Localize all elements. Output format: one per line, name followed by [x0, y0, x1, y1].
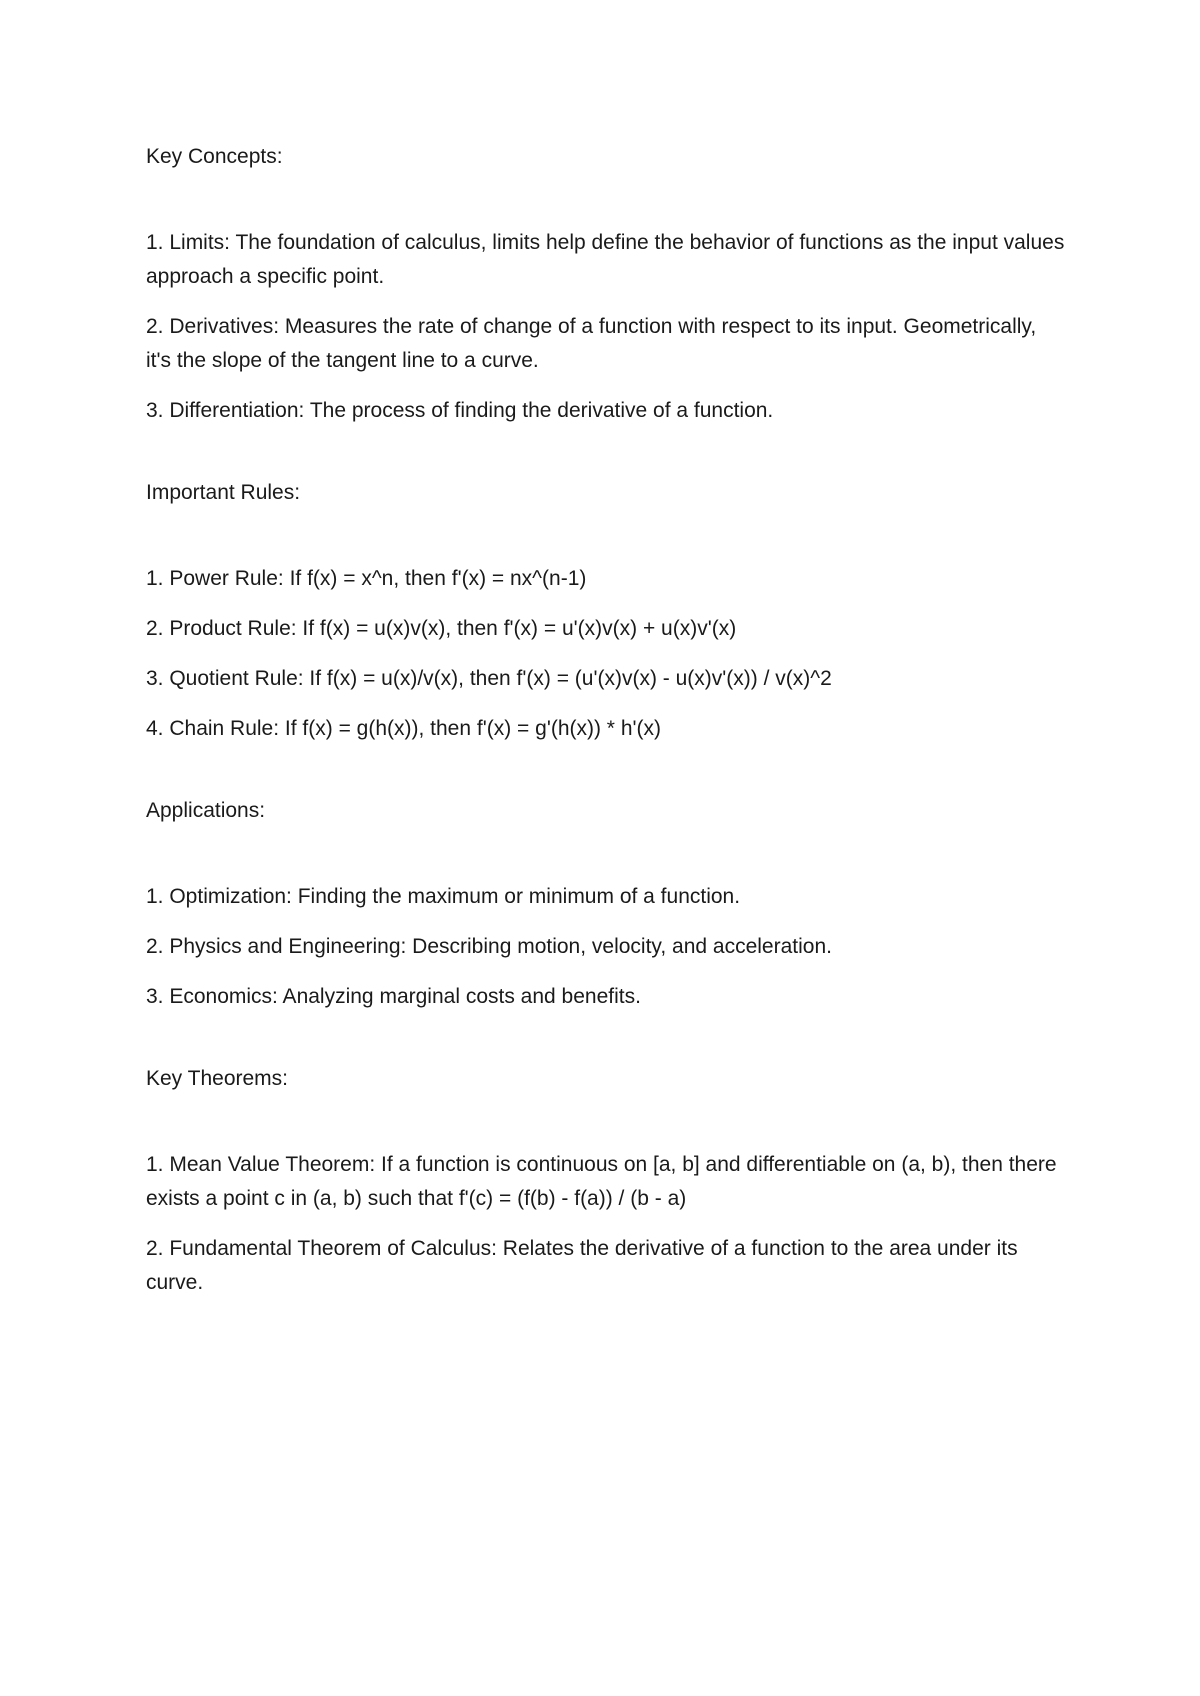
section-heading: Key Concepts:: [146, 145, 283, 168]
concept-list: [146, 226, 1066, 428]
list-item: 2. Fundamental Theorem of Calculus: Relates the derivative of a function to the area under its curve.: [146, 1237, 1018, 1294]
list-item: 1. Optimization: Finding the maximum or minimum of a function.: [146, 885, 741, 908]
list-item: 1. Power Rule: If f(x) = x^n, then f'(x) = nx^(n-1): [146, 567, 587, 590]
list-item: 4. Chain Rule: If f(x) = g(h(x)), then f'(x) = g'(h(x)) * h'(x): [146, 717, 661, 740]
section-key-concepts: [146, 140, 1066, 428]
list-item: 1. Limits: The foundation of calculus, limits help define the behavior of functions as the input values approach a specific point.: [146, 231, 1065, 288]
section-applications: [146, 794, 1066, 1014]
theorem-list: [146, 1148, 1066, 1300]
list-item: 1. Mean Value Theorem: If a function is continuous on [a, b] and differentiable on (a, b), then there exists a point c in (a, b) such that f'(c) = (f(b) - f(a)) / (b - a): [146, 1153, 1057, 1210]
section-important-rules: [146, 476, 1066, 746]
document-body: [146, 140, 1066, 1348]
list-item: 2. Physics and Engineering: Describing motion, velocity, and acceleration.: [146, 935, 832, 958]
section-heading: Applications:: [146, 799, 266, 822]
application-list: [146, 880, 1066, 1014]
list-item: 3. Economics: Analyzing marginal costs and benefits.: [146, 985, 641, 1008]
list-item: 2. Product Rule: If f(x) = u(x)v(x), then f'(x) = u'(x)v(x) + u(x)v'(x): [146, 617, 737, 640]
section-heading: Important Rules:: [146, 481, 301, 504]
rule-list: [146, 562, 1066, 746]
section-key-theorems: [146, 1062, 1066, 1300]
list-item: 3. Quotient Rule: If f(x) = u(x)/v(x), then f'(x) = (u'(x)v(x) - u(x)v'(x)) / v(x)^2: [146, 667, 832, 690]
list-item: 2. Derivatives: Measures the rate of change of a function with respect to its input. Geometrically, it's the slope of the tangent line to a curve.: [146, 315, 1037, 372]
list-item: 3. Differentiation: The process of finding the derivative of a function.: [146, 399, 774, 422]
section-heading: Key Theorems:: [146, 1067, 289, 1090]
